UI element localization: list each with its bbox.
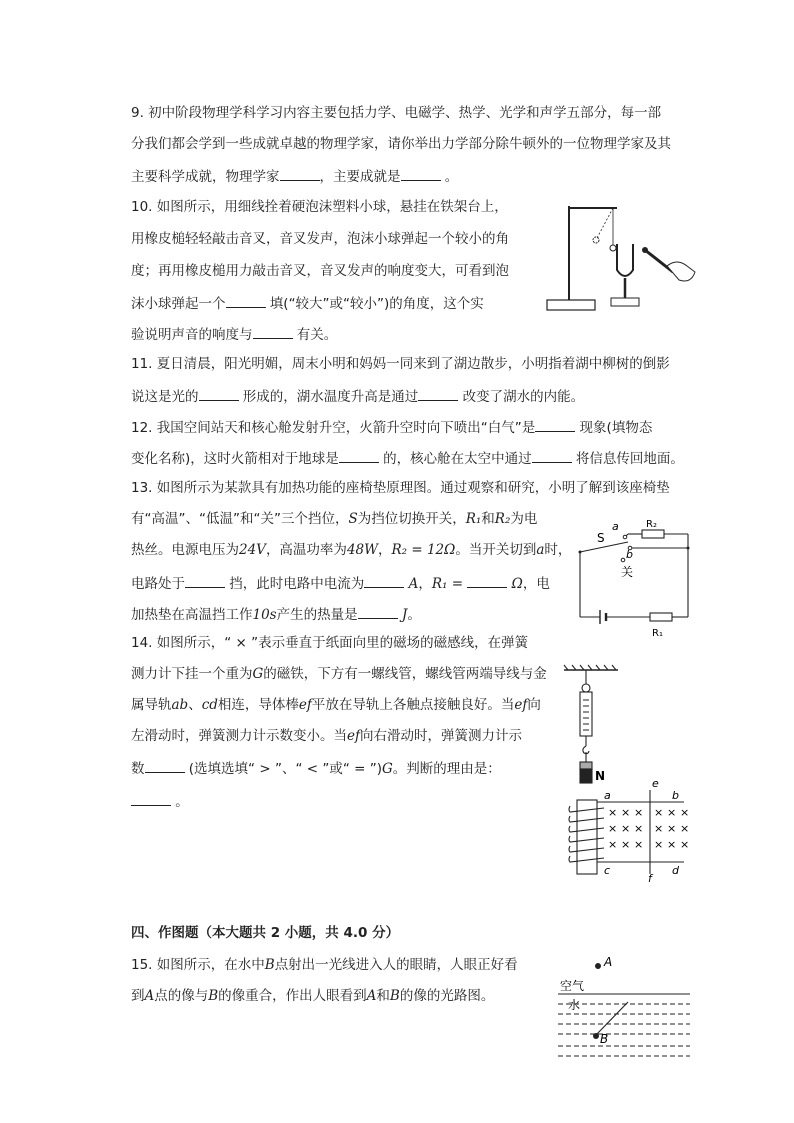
q10-text: 沫小球弹起一个 (131, 296, 226, 312)
q12-text: 的，核心舱在太空中通过 (383, 451, 532, 467)
q12-text: 将信息传回地面。 (575, 451, 684, 467)
field-x-mark: × (621, 806, 631, 819)
q12-text: 现象(填物态 (579, 420, 653, 436)
field-x-mark: × (680, 838, 690, 851)
symbol-ef: ef (514, 697, 528, 713)
field-x-mark: × (667, 838, 677, 851)
q12-line2 (131, 448, 684, 468)
label-b: b (626, 548, 633, 561)
voltage-value: 24V (239, 542, 266, 558)
label-air: 空气 (560, 979, 585, 993)
unit-ohm: Ω (511, 576, 523, 592)
q12-text: 变化名称)，这时火箭相对于地球是 (131, 451, 339, 467)
power-value: 48W (346, 542, 378, 558)
field-lines (608, 806, 689, 851)
field-x-mark: × (634, 838, 644, 851)
answer-blank[interactable] (532, 448, 572, 463)
q13-line5 (131, 604, 421, 624)
field-x-mark: × (608, 806, 618, 819)
q14-line6 (131, 791, 189, 811)
q11-line2 (131, 386, 584, 406)
r2-value: R₂ = 12Ω (391, 542, 456, 558)
label-n: N (595, 769, 606, 783)
refraction-figure (558, 950, 692, 1060)
scale-ring (582, 684, 590, 692)
symbol-b: B (264, 957, 275, 973)
q14-text: (选填选填“ > ”、“ < ”或“ = ”) (184, 761, 382, 777)
q14-line4 (131, 727, 522, 745)
q13-line4 (131, 573, 550, 593)
q15-text: 和 (376, 988, 390, 1004)
symbol-ef: ef (347, 728, 360, 744)
q10-text: 填(“较大”或“较小”)的角度，这个实 (269, 296, 484, 312)
foam-ball-swing (593, 237, 599, 243)
q13-text: 为电 (510, 511, 538, 527)
q14-text: 左滑动时，弹簧测力计示数变小。当 (131, 728, 347, 744)
q13-text: ， (418, 576, 432, 592)
time-value: 10s (252, 607, 277, 623)
q13-text: 。 (407, 607, 421, 623)
answer-blank[interactable] (199, 386, 239, 401)
q10-line5 (131, 324, 337, 344)
contact-off (621, 558, 625, 562)
label-f: f (648, 872, 652, 885)
section-heading: 四、作图题（本大题共 2 小题，共 4.0 分） (131, 925, 400, 941)
q10-line2: 用橡皮槌轻轻敲击音叉，音叉发声，泡沫小球弹起一个较小的角 (131, 231, 509, 247)
label-off: 关 (621, 565, 634, 579)
q15-text: 到 (131, 988, 145, 1004)
q9-line3 (131, 166, 458, 186)
q15-text: 15. 如图所示，在水中 (131, 957, 265, 973)
q13-text: 为挡位切换开关， (357, 511, 466, 527)
q13-text: 有“高温”、“低温”和“关”三个挡位， (131, 511, 349, 527)
ceiling-hatch (564, 665, 616, 670)
q10-line4 (131, 293, 484, 313)
q14-text: 、 (188, 697, 202, 713)
hand-icon (667, 262, 695, 281)
q14-text: 数 (131, 761, 145, 777)
q13-text: ， (378, 542, 392, 558)
symbol-r2: R₂ (494, 511, 511, 527)
contact-a (623, 535, 627, 539)
stand-base (547, 300, 595, 310)
q13-text: 热丝。电源电压为 (131, 542, 239, 558)
answer-blank[interactable] (131, 791, 171, 806)
q13-text: 电路处于 (131, 576, 185, 592)
magnet-n-pole (580, 769, 592, 783)
answer-blank[interactable] (145, 758, 185, 773)
r1-eq: R₁ = (431, 576, 464, 592)
label-a: a (612, 520, 619, 533)
symbol-a: a (536, 542, 545, 558)
q11-text: 形成的，湖水温度升高是通过 (242, 389, 419, 405)
field-x-mark: × (667, 806, 677, 819)
field-x-mark: × (608, 822, 618, 835)
q13-text: ，电 (522, 576, 550, 592)
scale-ticks (583, 700, 589, 730)
symbol-g: G (381, 761, 393, 777)
q15-text: 的像重合，作出人眼看到 (218, 988, 367, 1004)
answer-blank[interactable] (418, 386, 458, 401)
mallet-head (642, 247, 648, 253)
q14-text: 向右滑动时，弹簧测力计示 (360, 728, 522, 744)
q9-line1: 9. 初中阶段物理学科学习内容主要包括力学、电磁学、热学、光学和声学五部分，每一部 (131, 105, 662, 121)
label-r2: R₂ (646, 519, 657, 530)
answer-blank[interactable] (467, 573, 507, 588)
label-a: a (604, 789, 611, 802)
fork-prongs (617, 244, 633, 276)
field-x-mark: × (608, 838, 618, 851)
q13-line3 (131, 541, 571, 559)
q14-line2 (131, 665, 547, 683)
q10-text: 有关。 (296, 327, 338, 343)
magnetic-field-figure (562, 664, 694, 886)
q10-text: 验说明声音的响度与 (131, 327, 253, 343)
q14-text: 。判断的理由是： (392, 761, 501, 777)
light-ray (596, 1002, 628, 1035)
magnet-s-pole (580, 762, 592, 769)
circuit-diagram (570, 512, 695, 642)
q13-text: 产生的热量是 (276, 607, 358, 623)
field-x-mark: × (667, 822, 677, 835)
symbol-a: A (144, 988, 155, 1004)
label-a: A (604, 955, 613, 969)
symbol-cd: cd (201, 697, 218, 713)
label-r1: R₁ (652, 628, 663, 639)
answer-blank[interactable] (364, 573, 404, 588)
q14-text: 。 (175, 794, 189, 810)
label-e: e (652, 777, 659, 790)
label-b: b (672, 789, 679, 802)
q9-line2: 分我们都会学到一些成就卓越的物理学家，请你举出力学部分除牛顿外的一位物理学家及其 (131, 136, 671, 152)
field-x-mark: × (680, 806, 690, 819)
answer-blank[interactable] (280, 166, 320, 181)
symbol-s: S (348, 511, 358, 527)
q11-text: 改变了湖水的内能。 (462, 389, 585, 405)
switch-pivot (579, 551, 582, 554)
q15-text: 点的像与 (154, 988, 209, 1004)
field-x-mark: × (654, 806, 664, 819)
q15-text: 点射出一光线进入人的眼睛，人眼正好看 (274, 957, 518, 973)
symbol-ab: ab (171, 697, 189, 713)
answer-blank[interactable] (401, 166, 441, 181)
field-x-mark: × (634, 806, 644, 819)
symbol-ef: ef (298, 697, 312, 713)
symbol-a: A (366, 988, 377, 1004)
q14-text: 平放在导轨上各触点接触良好。当 (311, 697, 515, 713)
tuning-fork-figure (545, 200, 705, 315)
fork-base (611, 298, 639, 306)
point-b (593, 1033, 599, 1039)
q9-text: ，主要成就是 (319, 169, 401, 185)
resistor-r2 (642, 530, 664, 538)
q14-text: 相连，导体棒 (217, 697, 299, 713)
thread-swing (597, 208, 613, 238)
field-x-mark: × (621, 838, 631, 851)
spring-scale (580, 692, 592, 736)
q9-text: 。 (444, 169, 459, 185)
foam-ball (610, 245, 616, 251)
answer-blank[interactable] (253, 324, 293, 339)
symbol-g: G (252, 666, 264, 682)
q14-line5 (131, 758, 501, 778)
symbol-r1: R₁ (465, 511, 482, 527)
unit-j: J (401, 607, 408, 623)
q13-line2 (131, 510, 537, 528)
q10-line3: 度；再用橡皮槌用力敲击音叉，音叉发声的响度变大，可看到泡 (131, 263, 509, 279)
q14-text: 的磁铁，下方有一螺线管，螺线管两端导线与金 (263, 666, 547, 682)
q13-text: 挡，此时电路中电流为 (229, 576, 365, 592)
field-x-mark: × (634, 822, 644, 835)
junction (687, 547, 690, 550)
label-b: B (600, 1032, 609, 1046)
label-s: S (597, 531, 605, 545)
label-d: d (672, 864, 679, 877)
answer-blank[interactable] (358, 604, 398, 619)
field-x-mark: × (621, 822, 631, 835)
q11-line1: 11. 夏日清晨，阳光明媚，周末小明和妈妈一同来到了湖边散步，小明指着湖中柳树的倒影 (131, 356, 670, 372)
field-x-mark: × (680, 822, 690, 835)
answer-blank[interactable] (535, 417, 575, 432)
q14-line3 (131, 696, 541, 714)
q13-text: 和 (481, 511, 495, 527)
q10-line1: 10. 如图所示，用细线拴着硬泡沫塑料小球，悬挂在铁架台上， (131, 199, 508, 215)
q13-text: 时， (544, 542, 572, 558)
field-x-mark: × (654, 822, 664, 835)
q13-text: 。当开关切到 (455, 542, 537, 558)
q14-text: 测力计下挂一个重为 (131, 666, 253, 682)
q12-text: 12. 我国空间站天和核心舱发射升空，火箭升空时向下喷出“白气”是 (131, 420, 536, 436)
answer-blank[interactable] (226, 293, 266, 308)
resistor-r1 (650, 613, 672, 621)
q15-line1 (131, 956, 518, 974)
q13-text: ，高温功率为 (265, 542, 347, 558)
q14-text: 向 (527, 697, 541, 713)
q11-text: 说这是光的 (131, 389, 199, 405)
q12-line1 (131, 417, 652, 437)
q13-text: 加热垫在高温挡工作 (131, 607, 253, 623)
symbol-b: B (208, 988, 219, 1004)
solenoid-coils (569, 806, 604, 862)
label-c: c (604, 864, 611, 877)
symbol-b: B (389, 988, 400, 1004)
answer-blank[interactable] (339, 448, 379, 463)
label-water: 水 (568, 998, 581, 1012)
q14-line1: 14. 如图所示，“ × ”表示垂直于纸面向里的磁场的磁感线，在弹簧 (131, 635, 529, 651)
field-x-mark: × (654, 838, 664, 851)
q15-line2 (131, 987, 494, 1005)
q15-text: 的像的光路图。 (399, 988, 495, 1004)
q9-text: 主要科学成就，物理学家 (131, 169, 280, 185)
q14-text: 属导轨 (131, 697, 172, 713)
q13-line1: 13. 如图所示为某款具有加热功能的座椅垫原理图。通过观察和研究，小明了解到该座椅垫 (131, 480, 670, 496)
answer-blank[interactable] (185, 573, 225, 588)
unit-a: A (408, 576, 419, 592)
point-a (595, 963, 601, 969)
